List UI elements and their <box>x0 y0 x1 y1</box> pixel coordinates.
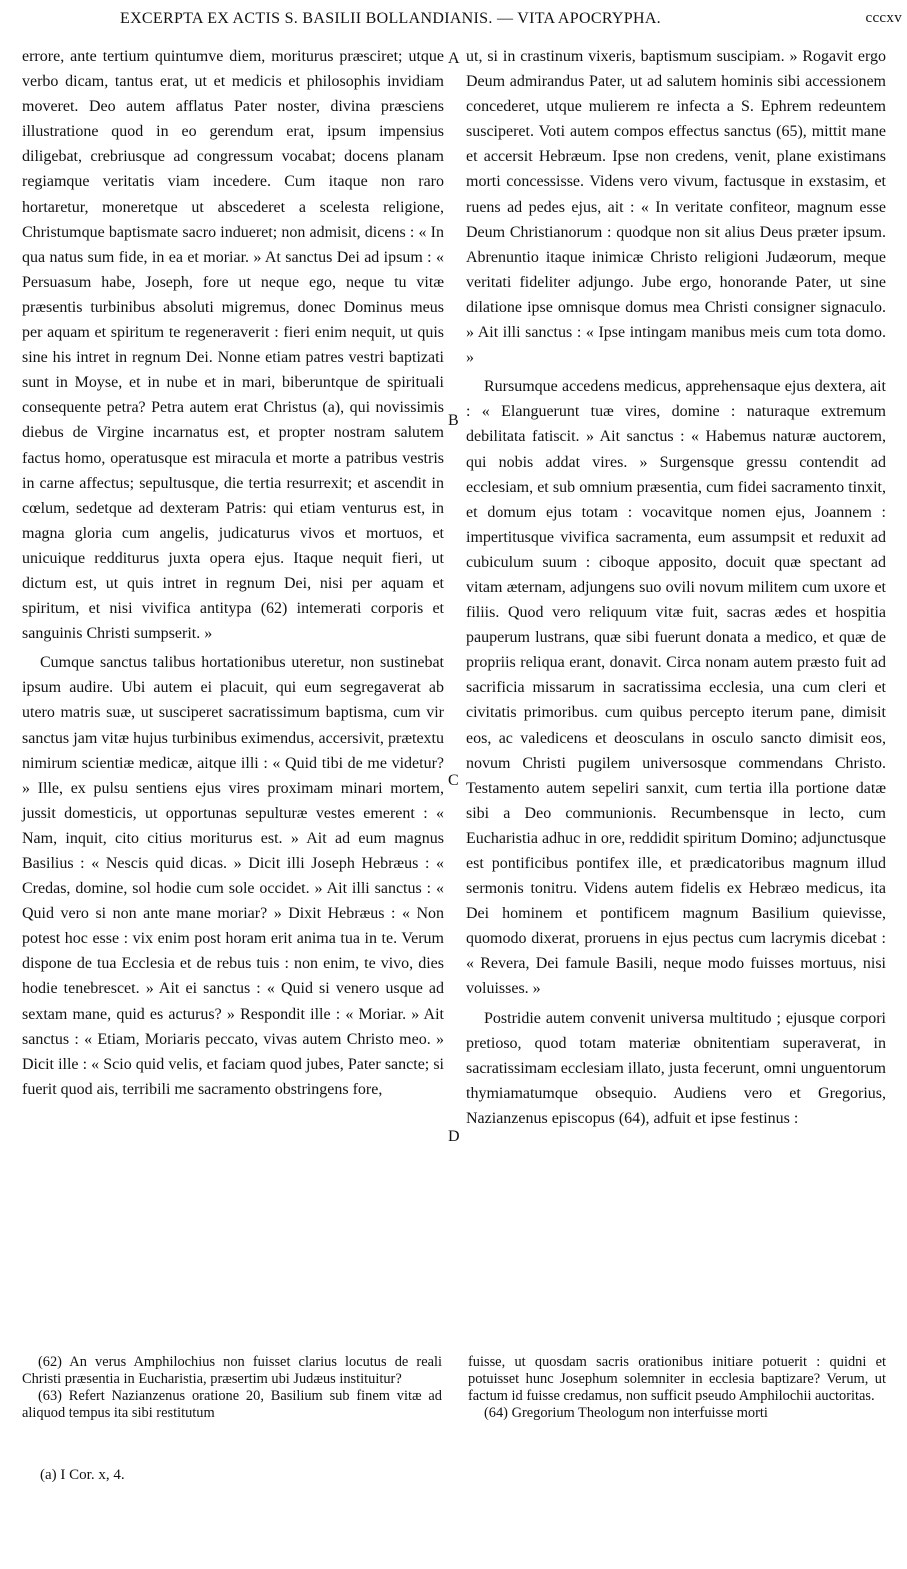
left-paragraph-1: errore, ante tertium quintumve diem, moriturus præsciret; utque verbo dicam, tantus erat, ut et medicis et philosophis invidiam moveret. Deo autem afflatus Pater noster, divina præsciens illustratione quod in eo gerendum erat, ipsum impensius diligebat, crebriusque ad congressum vocabat; docens planam regiamque veritatis viam incedere. Cum itaque non raro hortaretur, moneretque ut abscederet a scelesta religione, Christumque baptismate sacro indueret; non admisit, dicens : « In qua natus sum fide, in ea et moriar. » At sanctus Dei ad ipsum : « Persuasum habe, Joseph, fore ut neque ego, neque tu vitæ præsentis turbinibus absoluti migremus, donec Dominus meus per aquam et spiritum te regeneraverit : fieri enim nequit, ut quis sine his intret in regnum Dei. Nonne etiam patres vestri baptizati sunt in Moyse, et in nube et in mari, biberuntque de spirituali consequente petra? Petra autem erat Christus (a), qui novissimis diebus de Virgine incarnatus est, et propter nostram salutem factus homo, operatusque est miracula et morte a patribus vestris in carne affectus; sepultusque, die tertia resurrexit; et ascendit in cœlum, sedetque ad dexteram Patris: qui etiam venturus est, in magna gloria cum angelis, judicaturus vivos et mortuos, et unicuique redditurus juxta opera ejus. Itaque nequit fieri, ut dictum est, ut quis intret in regnum Dei, nisi per aquam et spiritum, et nisi vivifica antitypa (62) intemerati corporis et sanguinis Christi sumpserit. » <box>22 48 444 643</box>
margin-letter-b: B <box>448 412 459 429</box>
page-header <box>22 4 902 30</box>
right-paragraph-1: ut, si in crastinum vixeris, baptismum suscipiam. » Rogavit ergo Deum admirandus Pater, ut ad salutem hominis sibi accessionem concederet, utque mulierem re infecta a S. Ephrem redeuntem susciperet. Voti autem compos effectus sanctus (65), mittit mane et accersit Hebræum. Ipse non credens, venit, plane existimans morti concessisse. Videns vero vivum, factusque in exstasim, et ruens ad pedes ejus, ait : « In veritate confiteor, magnum esse Deum Christianorum : quodque non sit alius Deus præter ipsum. Abrenuntio itaque inimicæ Christo religioni Judæorum, meque veritati fideliter adjungo. Jube ergo, honorande Pater, ut sine dilatione ipse omnisque domus mea Christi consigner signaculo. » Ait illi sanctus : « Ipse intingam manibus meis cum tota domo. » <box>466 48 886 367</box>
right-paragraph-3: Postridie autem convenit universa multitudo ; ejusque corpori pretioso, quod totam materiæ obnitentiam superaverat, in sacratissimam ecclesiam illato, justa fecerunt, omni unguentorum thymiamatumque obsequio. Audiens vero et Gregorius, Nazianzenus episcopus (64), adfuit et ipse festinus : <box>466 1009 886 1127</box>
margin-letter-c: C <box>448 772 459 789</box>
footnote-64: (64) Gregorium Theologum non interfuisse morti <box>484 1405 768 1421</box>
page-number: cccxv <box>865 10 902 26</box>
right-column <box>466 44 886 1131</box>
margin-letter-a: A <box>448 50 460 67</box>
margin-letter-d: D <box>448 1128 460 1145</box>
footnote-63-continued: fuisse, ut quosdam sacris orationibus initiare potuerit : quidni et potuisset hunc Josephum solemniter in ecclesia baptizare? Verum, ut factum id fuisse credamus, non sufficit pseudo Amphilochii auctoritas. <box>468 1354 886 1404</box>
scripture-citation: (a) I Cor. x, 4. <box>40 1467 125 1483</box>
footnote-62: (62) An verus Amphilochius non fuisset clarius locutus de reali Christi præsentia in Eucharistia, præsertim ubi Judæus instituitur? <box>22 1354 442 1387</box>
left-paragraph-2: Cumque sanctus talibus hortationibus uteretur, non sustinebat ipsum audire. Ubi autem ei placuit, qui eum segregaverat ab utero matris suæ, ut susciperet sacratissimum baptisma, cum vir sanctus jam vitæ hujus turbinibus eximendus, accersivit, prætextu nimirum scientiæ medicæ, aitque illi : « Quid tibi de me videtur? » Ille, ex pulsu sentiens ejus vires proximam minari mortem, jussit domesticis, ut opportunas sepulturæ vestes emerent : « Nam, inquit, cito citius moriturus est. » Ait ad eum magnus Basilius : « Nescis quid dicas. » Dicit illi Joseph Hebræus : « Credas, domine, sol hodie cum sole occidet. » Ait illi sanctus : « Quid vero si non ante mane moriar? » Dixit Hebræus : « Non potest hoc esse : vix enim post horam erit anima tua in te. Verum dispone de tua Ecclesia et de rebus tuis : non enim, te vivo, dies hodie tenebrescet. » Ait ei sanctus : « Quid si venero usque ad sextam mane, quid es acturus? » Respondit ille : « Moriar. » Ait sanctus : « Etiam, Moriaris peccato, vivas autem Christo meo. » Dicit ille : « Scio quid velis, et faciam quod jubes, Pater sancte; si fuerit quod ais, terribili me sacramento obstringens fore, <box>22 654 444 1098</box>
footnote-63: (63) Refert Nazianzenus oratione 20, Basilium sub finem vitæ ad aliquod tempus ita sibi restitutum <box>22 1388 442 1421</box>
footnotes-left <box>22 1354 442 1422</box>
left-column <box>22 44 444 1102</box>
footnotes-right <box>468 1354 886 1422</box>
right-paragraph-2: Rursumque accedens medicus, apprehensaque ejus dextera, ait : « Elanguerunt tuæ vires, domine : naturaque extremum debilitata fatiscit. » Ait sanctus : « Habemus naturæ auctorem, qui nobis addat vires. » Surgensque gressu contendit ad ecclesiam, et sub omnium præsentia, cum fidei sacramento tinxit, et domum ejus totam : vocavitque nomen ejus, Joannem : impertitusque vivifica sacramenta, eum assumpsit et reduxit ad cubiculum suum : ciboque apposito, docuit quæ spectant ad vitam æternam, adjungens suo ovili novum militem cum uxore et filiis. Quod vero reliquum vitæ fuit, sacras ædes et hospitia pauperum lustrans, quæ sibi fuerunt donata a medico, et quæ de propriis reliqua erant, donavit. Circa nonam autem præsto fuit ad sacrificia missarum in sacratissima ecclesia, una cum cleri et civitatis primoribus. cum quibus percepto iterum pane, dimisit eos, ac valedicens et deosculans in osculo sancto dimisit eos, novum Christi pugilem universosque commendans Christo. Testamento autem sepeliri sanxit, cum tertia illa portione datæ sibi a Deo communionis. Recumbensque in lecto, cum Eucharistia adhuc in ore, reddidit spiritum Domino; adjunctusque est pontificibus pontifex ille, et prædicatoribus magnum illud sermonis tonitru. Videns autem fidelis ex Hebræo medicus, ita Dei hominem et pontificem magnum Basilium quievisse, quomodo dixerat, proruens in ejus pectus cum lacrymis dicebat : « Revera, Dei famule Basili, neque modo fuisses mortuus, nisi voluisses. » <box>466 378 886 998</box>
running-title: EXCERPTA EX ACTIS S. BASILII BOLLANDIANIS. — VITA APOCRYPHA. <box>120 10 661 27</box>
